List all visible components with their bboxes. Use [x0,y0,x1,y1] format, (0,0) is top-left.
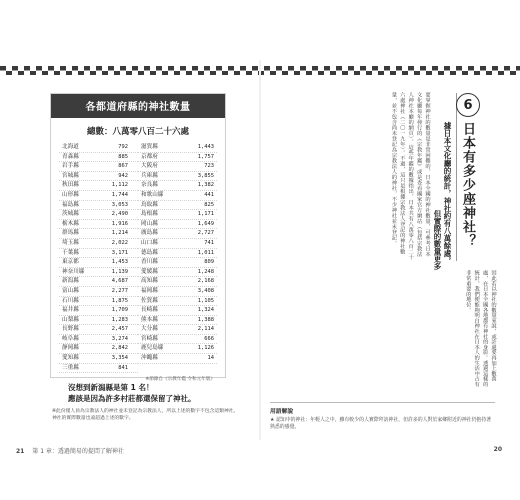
table-row [138,316,217,326]
prefecture-name: 栃木縣 [62,220,79,227]
table-row [59,239,138,249]
prefecture-name: 鳥取縣 [141,201,158,208]
shrine-count: 841 [118,364,128,371]
table-row [138,287,217,297]
article-subtitle-1: 據日本文化廳的統計，神社約有八萬餘處， [443,122,452,265]
prefecture-name: 福井縣 [62,307,79,314]
shrine-count: 1,649 [197,220,214,227]
prefecture-name: 靜岡縣 [62,345,79,352]
prefecture-name: 三重縣 [62,364,79,371]
table-row [59,297,138,307]
prefecture-name: 福島縣 [62,201,79,208]
prefecture-name: 岐阜縣 [62,335,79,342]
table-row [138,277,217,287]
table-row [59,344,138,354]
shrine-count: 1,757 [197,153,214,160]
prefecture-name: 佐賀縣 [141,297,158,304]
table-row [138,344,217,354]
prefecture-name: 茨城縣 [62,211,79,218]
shrine-count: 885 [118,153,128,160]
shrine-count: 825 [204,201,214,208]
table-row [59,258,138,268]
shrine-count: 1,875 [111,297,128,304]
table-row [59,364,138,374]
shrine-count: 1,139 [111,268,128,275]
chapter-number-badge: 6 [456,93,480,117]
shrine-count: 1,916 [111,220,128,227]
table-row [59,249,138,259]
table-row [138,258,217,268]
table-row [59,201,138,211]
prefecture-name: 島根縣 [141,211,158,218]
shrine-count: 1,248 [197,268,214,275]
prefecture-name: 和歌山縣 [141,191,164,198]
table-row [59,153,138,163]
table-row [59,277,138,287]
prefecture-name: 山口縣 [141,239,158,246]
table-row [138,201,217,211]
shrine-count: 1,214 [111,230,128,237]
glossary-text: ★ 認知中的神社：年輕人之中，雖有較少的人實際拜訪神社，但許多的人對於家鄉附近的神社仍抱持著熟悉的感覺。 [270,417,492,430]
shrine-count: 3,171 [111,249,128,256]
prefecture-name: 京都府 [141,153,158,160]
table-row [59,191,138,201]
shrine-count: 1,112 [111,182,128,189]
shrine-count: 792 [118,144,128,150]
table-row [138,306,217,316]
table-row [138,249,217,259]
shrine-count: 1,709 [111,307,128,314]
table-row [59,162,138,172]
prefecture-name: 群馬縣 [62,230,79,237]
article-body-lower: 因此若以神社的數量來說，或許還要再加上數萬處，在日本全國各地都有神社的身影。透過這樣的統計，我們便能夠明白神社在日本人的生活中占有非常重要的地位。 [464,270,496,387]
prefecture-name: 秋田縣 [62,182,79,189]
shrine-count: 2,168 [197,278,214,285]
table-row [138,297,217,307]
prefecture-name: 大分縣 [141,326,158,333]
prefecture-name: 滋賀縣 [141,144,158,150]
table-row [59,143,138,153]
table-row [59,287,138,297]
comment-bubble [68,382,196,404]
prefecture-name: 宮崎縣 [141,335,158,342]
table-row [59,325,138,335]
shrine-count: 1,388 [197,316,214,323]
prefecture-name: 山梨縣 [62,316,79,323]
prefecture-name: 沖繩縣 [141,355,158,362]
prefecture-name: 千葉縣 [62,249,79,256]
shrine-count: 741 [204,239,214,246]
prefecture-name: 宮城縣 [62,172,79,179]
table-row [138,191,217,201]
prefecture-name: 神奈川縣 [62,268,85,275]
prefecture-name: 北海道 [62,144,79,150]
shrine-count: 3,053 [111,201,128,208]
prefecture-name: 岡山縣 [141,220,158,227]
table-row [138,220,217,230]
table-column-left [59,143,138,373]
table-title: 各都道府縣的神社數量 [51,94,225,118]
shrine-count: 3,855 [197,172,214,179]
table-row [138,239,217,249]
prefecture-name: 高知縣 [141,278,158,285]
table-row [138,172,217,182]
shrine-count: 1,283 [111,316,128,323]
table-row [138,153,217,163]
table-row [138,229,217,239]
table-row [138,162,217,172]
shrine-count: 2,490 [111,211,128,218]
prefecture-name: 德島縣 [141,249,158,256]
table-row [59,306,138,316]
prefecture-name: 兵庫縣 [141,172,158,179]
shrine-count: 3,354 [111,355,128,362]
left-page-number: 21 [16,448,25,455]
table-row [59,181,138,191]
shrine-count: 2,277 [111,287,128,294]
prefecture-name: 青森縣 [62,153,79,160]
shrine-count: 441 [204,191,214,198]
shrine-count: 2,114 [197,326,214,333]
shrine-count: 1,105 [197,297,214,304]
article-body-main: 要掌握神社的數量是非常困難的。日本全國的神社數量，可參考日本文化廳每年發行的《宗教年鑑》或是查看國家官方網站（包括宗教法人神社本廳的網頁）。這些年鑑的數據指出，日本共有八萬零八百二十六處神社（二〇一九年）。不過，這只是根據宗教法人登記的神社數量，並不包含尚未登記為宗教法人的神社，不少神社並未登記。 [390,92,430,260]
prefecture-name: 岩手縣 [62,163,79,170]
article-subtitle-2: 但實際的數量更多 [433,210,442,270]
chapter-label: 第 1 章：透過簡易的提問了解神社 [32,448,124,455]
shrine-count: 3,274 [111,335,128,342]
source-note: ※節錄自《宗教年鑑 令和元年版》 [145,377,215,383]
prefecture-name: 山形縣 [62,191,79,198]
prefecture-name: 奈良縣 [141,182,158,189]
shrine-count-table [50,93,226,383]
shrine-count: 1,011 [197,249,214,256]
table-row [59,354,138,364]
comment-footnote: ※此份僅人員為宗教法人的神社並未登記為宗教法人，所以上述的數字不包含這類神社。神社的實際數量也遠超過上述的數字。 [52,409,239,421]
shrine-count: 1,382 [197,182,214,189]
table-row [138,210,217,220]
shrine-count: 2,022 [111,239,128,246]
table-rows [51,143,225,373]
shrine-count: 2,842 [111,345,128,352]
table-row [138,354,217,364]
shrine-count: 723 [204,163,214,170]
shrine-count: 1,126 [197,345,214,352]
shrine-count: 1,171 [197,211,214,218]
table-row [59,316,138,326]
table-row [59,229,138,239]
table-column-right [138,143,217,373]
shrine-count: 867 [118,163,128,170]
prefecture-name: 鹿兒島縣 [141,345,164,352]
prefecture-name: 東京都 [62,259,79,266]
shrine-count: 1,324 [197,307,214,314]
shrine-count: 4,687 [111,278,128,285]
prefecture-name: 富山縣 [62,287,79,294]
comment-line-1: 沒想到新潟縣是第 1 名！ [68,383,154,392]
table-row [138,143,217,153]
prefecture-name: 廣島縣 [141,230,158,237]
shrine-count: 1,453 [111,259,128,266]
right-page-number: 20 [493,446,502,453]
prefecture-name: 香川縣 [141,259,158,266]
table-row [138,335,217,345]
glossary-box [270,402,495,430]
total-count: 總數：八萬零八百二十六處 [86,127,189,137]
table-row [59,220,138,230]
shrine-count: 942 [118,172,128,179]
shrine-count: 2,727 [197,230,214,237]
comment-line-2: 應該是因為許多村莊都還保留了神社。 [68,394,196,403]
glossary-title: 用語解說 [270,409,294,415]
table-row [138,325,217,335]
shrine-count: 1,443 [197,144,214,150]
page-gutter [259,60,261,440]
table-row [59,210,138,220]
shrine-count: 2,457 [111,326,128,333]
prefecture-name: 大阪府 [141,163,158,170]
article-title: 日本有多少座神社？ [460,122,475,248]
shrine-count: 14 [207,355,214,362]
shrine-count: 1,744 [111,191,128,198]
shrine-count: 809 [204,259,214,266]
prefecture-name: 愛知縣 [62,355,79,362]
table-row [138,181,217,191]
prefecture-name: 埼玉縣 [62,239,79,246]
prefecture-name: 愛媛縣 [141,268,158,275]
shrine-count: 666 [204,335,214,342]
prefecture-name: 新潟縣 [62,278,79,285]
prefecture-name: 石川縣 [62,297,79,304]
table-row [59,335,138,345]
prefecture-name: 福岡縣 [141,287,158,294]
table-row [59,268,138,278]
prefecture-name: 長崎縣 [141,307,158,314]
shrine-count: 3,408 [197,287,214,294]
prefecture-name: 長野縣 [62,326,79,333]
table-row [138,268,217,278]
table-row [59,172,138,182]
prefecture-name: 熊本縣 [141,316,158,323]
left-page-footer [16,446,124,455]
